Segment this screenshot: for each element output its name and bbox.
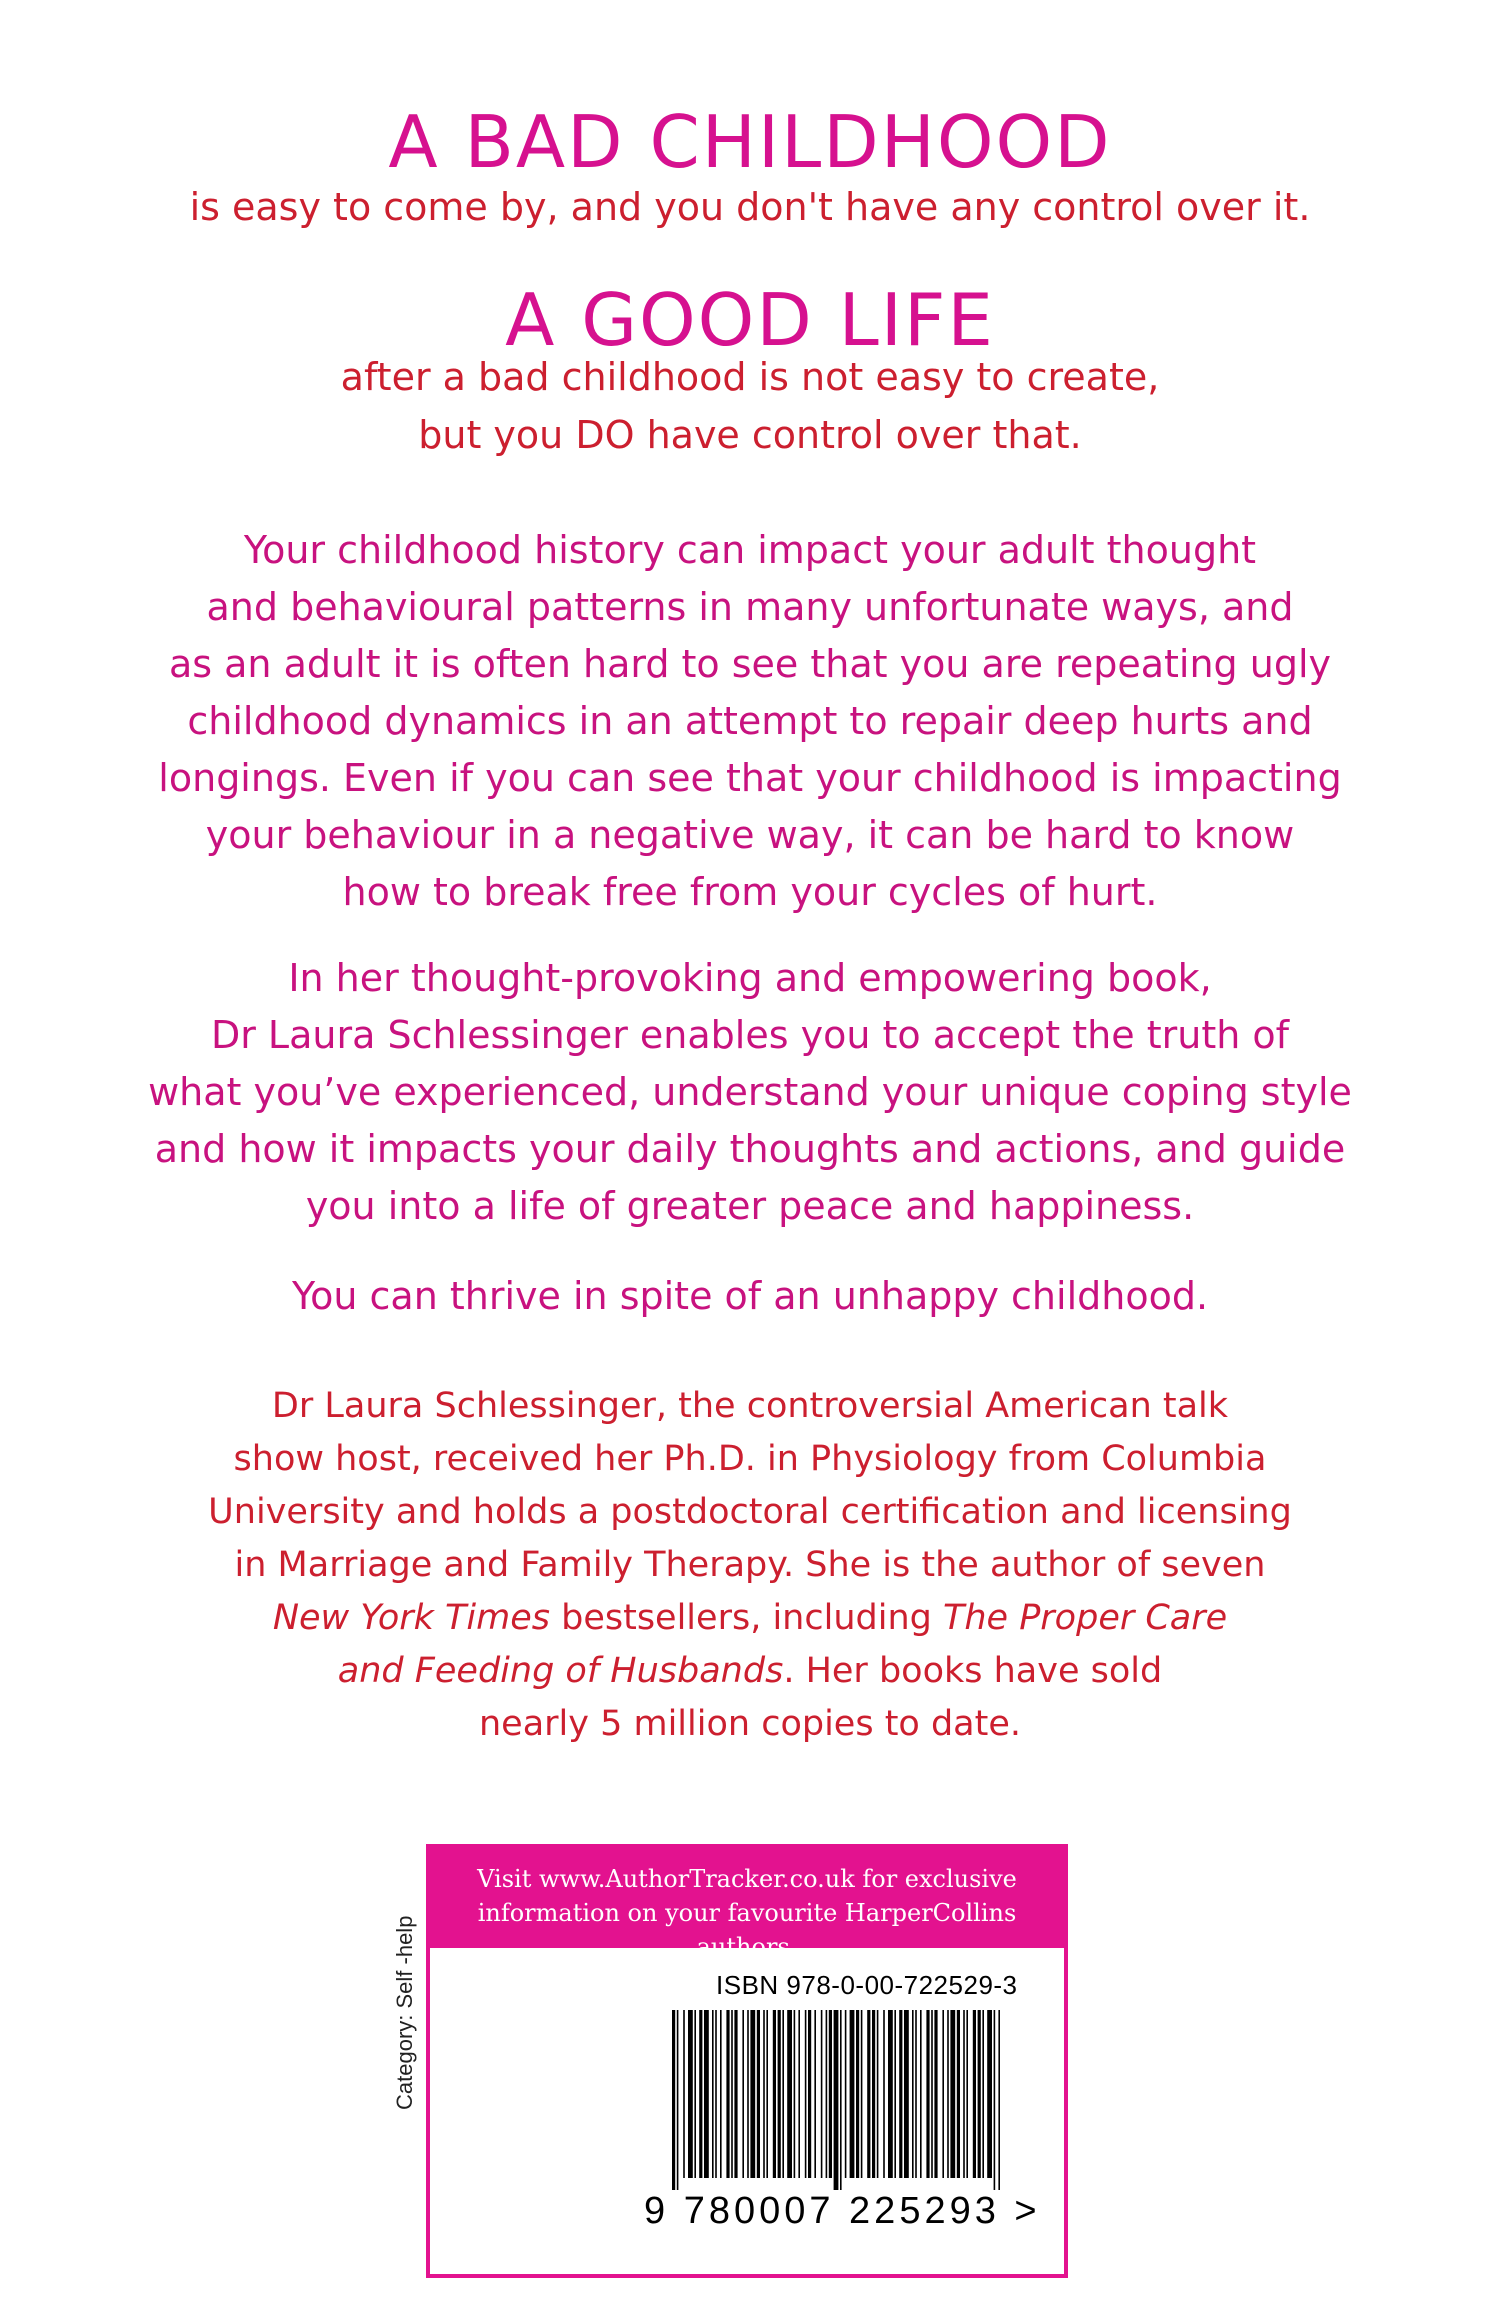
paragraph-1-line: childhood dynamics in an attempt to repair deep hurts and [187,699,1313,743]
paragraph-1-line: and behavioural patterns in many unfortunate ways, and [206,585,1294,629]
headline-good-life-block [0,278,1500,362]
barcode-icon [668,2010,1008,2190]
subline-1-block [0,178,1500,236]
paragraph-3 [0,1268,1500,1325]
bio-line: nearly 5 million copies to date. [478,1704,1022,1744]
paragraph-2-line: Dr Laura Schlessinger enables you to accept the truth of [210,1013,1290,1057]
author-bio [0,1380,1500,1751]
subline-2-block [0,348,1500,464]
paragraph-2-line: and how it impacts your daily thoughts and actions, and guide [154,1127,1346,1171]
paragraph-1 [0,522,1500,921]
isbn-label: ISBN 978-0-00-722529-3 [716,1970,1018,2000]
bio-line: University and holds a postdoctoral certification and licensing [208,1492,1292,1532]
headline-bad-childhood-block [0,100,1500,184]
bio-nyt-italic: New York Times [272,1598,550,1638]
bio-book-title-part-2: and Feeding of Husbands [337,1651,784,1691]
bio-line-6-normal: . Her books have sold [783,1651,1163,1691]
paragraph-2-line: you into a life of greater peace and happiness. [305,1184,1195,1228]
bio-line [0,1645,1500,1698]
barcode-box [426,1844,1068,2278]
paragraph-1-line: your behaviour in a negative way, it can be hard to know [205,813,1295,857]
authortracker-line-1: Visit www.AuthorTracker.co.uk for exclusive [477,1865,1017,1893]
subline-2-line-1: after a bad childhood is not easy to create, [340,355,1160,399]
paragraph-1-line: how to break free from your cycles of hurt. [342,870,1158,914]
subline-1: is easy to come by, and you don't have any control over it. [189,185,1311,229]
bio-book-title-part-1: The Proper Care [942,1598,1228,1638]
paragraph-1-line: Your childhood history can impact your adult thought [243,528,1257,572]
authortracker-line-2: information on your favourite HarperCollins authors. [477,1899,1017,1961]
bio-line: show host, received her Ph.D. in Physiology from Columbia [233,1439,1267,1479]
headline-bad-childhood: A BAD CHILDHOOD [388,100,1112,184]
authortracker-banner [430,1848,1064,1961]
paragraph-2-line: what you’ve experienced, understand your unique coping style [148,1070,1352,1114]
paragraph-3-line: You can thrive in spite of an unhappy childhood. [291,1274,1209,1318]
subline-2-line-2: but you DO have control over that. [418,413,1082,457]
bio-line [0,1592,1500,1645]
paragraph-1-line: as an adult it is often hard to see that you are repeating ugly [168,642,1332,686]
bio-line: Dr Laura Schlessinger, the controversial American talk [271,1386,1229,1426]
paragraph-1-line: longings. Even if you can see that your childhood is impacting [158,756,1342,800]
barcode-digits: 9 780007 225293 > [644,2190,1041,2232]
paragraph-2-line: In her thought-provoking and empowering book, [288,956,1212,1000]
headline-good-life: A GOOD LIFE [505,278,995,362]
category-label: Category: Self -help [392,1915,417,2110]
bio-line-5-normal: bestsellers, including [549,1598,943,1638]
bio-line: in Marriage and Family Therapy. She is the author of seven [234,1545,1266,1585]
paragraph-2 [0,950,1500,1235]
